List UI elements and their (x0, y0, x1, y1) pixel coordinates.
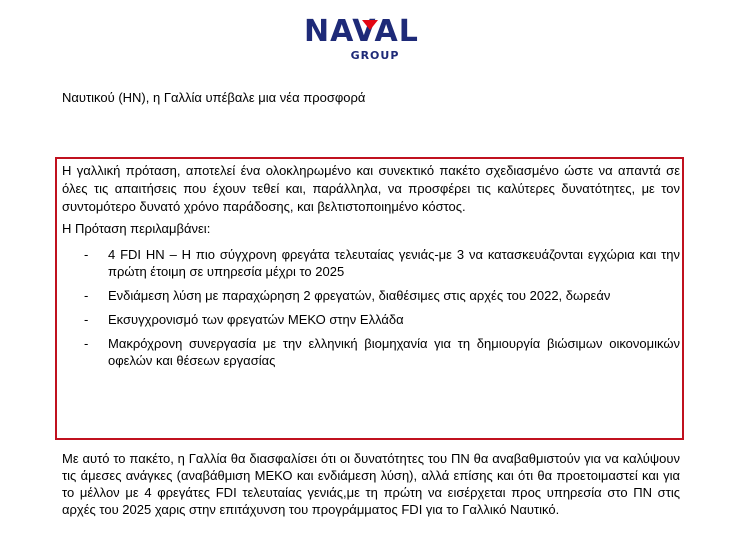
list-title: Η Πρόταση περιλαμβάνει: (62, 221, 211, 236)
dash-bullet-icon: - (84, 247, 89, 262)
list-item-text: 4 FDI HN – Η πιο σύγχρονη φρεγάτα τελευταίας γενιάς-με 3 να κατασκευάζονται εγχώρια και την πρώτη έτοιμη σε υπηρεσία μέχρι το 2025 (108, 247, 680, 279)
list-item (62, 311, 680, 328)
dash-bullet-icon: - (84, 312, 89, 327)
list-item-text: Μακρόχρονη συνεργασία με την ελληνική βιομηχανία για τη δημιουργία βιώσιμων οικονομικών οφελών και θέσεων εργασίας (108, 336, 680, 368)
logo-subtitle: GROUP (350, 49, 400, 62)
naval-group-logo (300, 16, 450, 62)
dash-bullet-icon: - (84, 336, 89, 351)
logo-wordmark: NAVAL (304, 14, 419, 49)
list-item (62, 287, 680, 304)
proposal-list (62, 246, 680, 376)
dash-bullet-icon: - (84, 288, 89, 303)
intro-line: Ναυτικού (ΗΝ), η Γαλλία υπέβαλε μια νέα προσφορά (62, 90, 366, 105)
list-item-text: Εκσυγχρονισμό των φρεγατών ΜΕΚΟ στην Ελλάδα (108, 312, 404, 327)
closing-paragraph: Με αυτό το πακέτο, η Γαλλία θα διασφαλίσει ότι οι δυνατότητες του ΠΝ θα αναβαθμιστούν για να καλύψουν τις άμεσες ανάγκες (αναβάθμιση ΜΕΚΟ και ενδιάμεση λύση), αλλά επίσης και ότι θα προετοιμαστεί και για το μέλλον με 4 φρεγάτες FDI τελευταίας γενιάς,με τη πρώτη να εισέρχεται προς υπηρεσία στο ΠΝ στις αρχές του 2025 χαρις στην επιτάχυνση του προγράμματος FDI για το Γαλλικό Ναυτικό. (62, 451, 680, 517)
list-item (62, 335, 680, 369)
proposal-paragraph: Η γαλλική πρόταση, αποτελεί ένα ολοκληρωμένο και συνεκτικό πακέτο σχεδιασμένο ώστε να απαντά σε όλες τις απαιτήσεις που έχουν τεθεί και, παράλληλα, να προσφέρει τις καλύτερες δυνατότητες, με τον συντομότερο δυνατό χρόνο παράδοσης, και βελτιστοποιημένο κόστος. (62, 163, 680, 214)
list-item-text: Ενδιάμεση λύση με παραχώρηση 2 φρεγατών, διαθέσιμες στις αρχές του 2022, δωρεάν (108, 288, 611, 303)
list-item (62, 246, 680, 280)
logo-red-accent (362, 20, 378, 30)
